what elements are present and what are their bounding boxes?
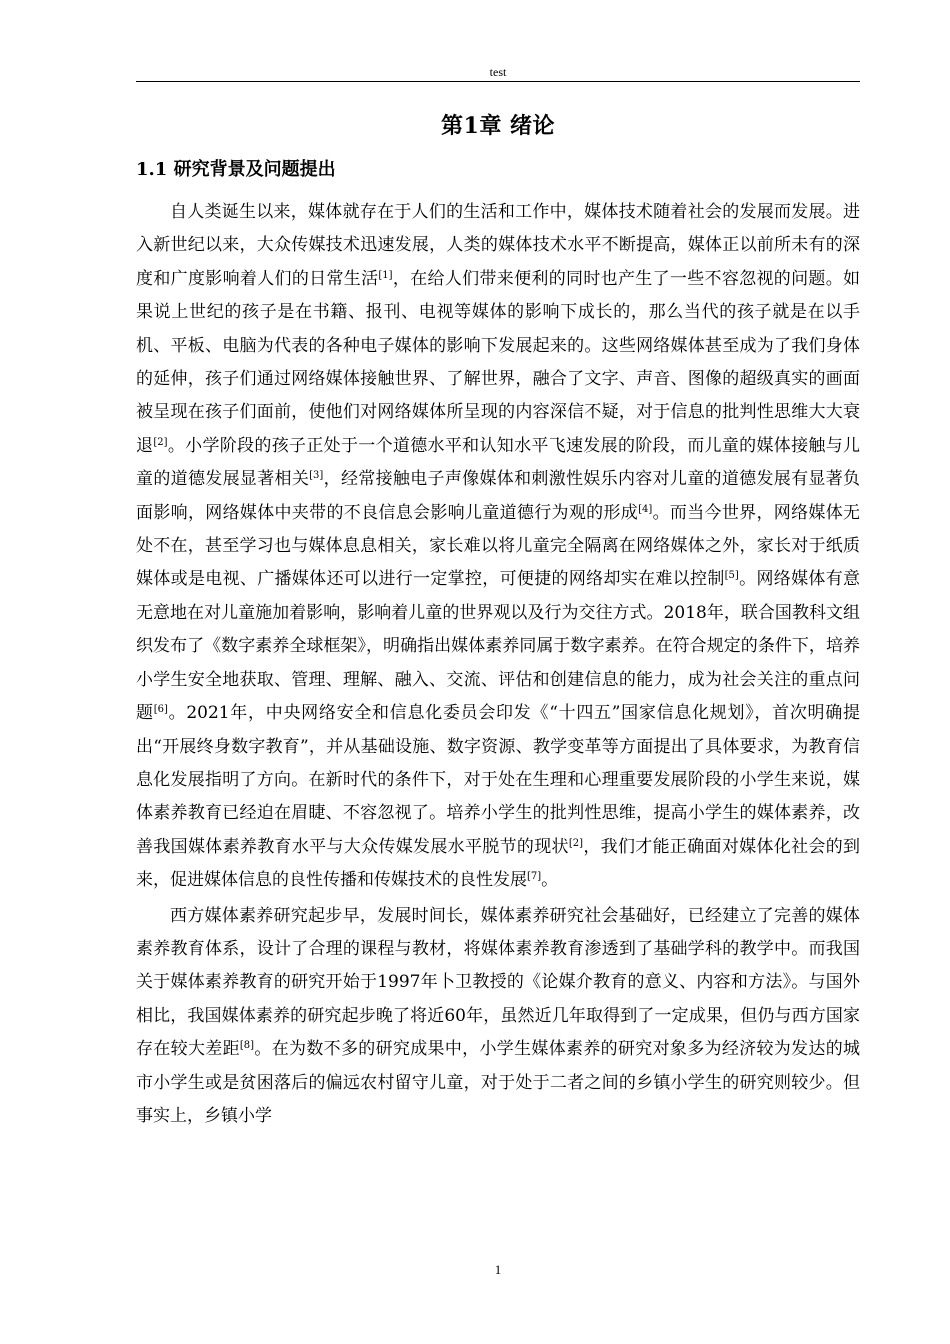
citation: [6] xyxy=(153,704,168,716)
text-segment: 。 xyxy=(541,870,559,891)
citation: [8] xyxy=(239,1040,255,1052)
citation: [7] xyxy=(527,871,542,883)
text-segment: 。而当今世界，网络媒体无处不在，甚至学习也与媒体息息相关，家长难以将儿童完全隔离在网络媒体之外，家长对于纸质媒体或是电视、广播媒体还可以进行一定掌控，可便捷的网络却实在难以控制 xyxy=(136,502,861,590)
citation: [4] xyxy=(638,503,653,515)
text-segment: 自人类诞生以来，媒体就存在于人们的生活和工作中，媒体技术随着社会的发展而发展。进入新世纪以来，大众传媒技术迅速发展，人类的媒体技术水平不断提高，媒体正以前所未有的深度和广度影响着人们的日常生活 xyxy=(136,202,860,289)
citation: [5] xyxy=(724,570,739,582)
text-segment: 西方媒体素养研究起步早，发展时间长，媒体素养研究社会基础好，已经建立了完善的媒体素养教育体系，设计了合理的课程与教材，将媒体素养教育渗透到了基础学科的教学中。而我国关于媒体素养教育的研究开始于1997年卜卫教授的《论媒介教育的意义、内容和方法》。与国外相比，我国媒体素养的研究起步晚了将近60年，虽然近几年取得到了一定成果，但仍与西方国家存在较大差距 xyxy=(136,905,860,1060)
running-header: test xyxy=(489,65,507,79)
text-segment: ，我们才能正确面对媒体化社会的到来，促进媒体信息的良性传播和传媒技术的良性发展 xyxy=(136,836,861,891)
chapter-title: 第1章 绪论 xyxy=(441,113,555,139)
text-segment: 。2021年，中央网络安全和信息化委员会印发《“十四五”国家信息化规划》，首次明确提出“开展终身数字教育”，并从基础设施、数字资源、教学变革等方面提出了具体要求，为教育信息化发展指明了方向。在新时代的条件下，对于处在生理和心理重要发展阶段的小学生来说，媒体素养教育已经迫在眉睫、不容忽视了。培养小学生的批判性思维，提高小学生的媒体素养，改善我国媒体素养教育水平与大众传媒发展水平脱节的现状 xyxy=(136,703,860,857)
citation: [2] xyxy=(568,837,583,849)
page-number: 1 xyxy=(494,1262,502,1277)
citation: [2] xyxy=(153,436,168,448)
header-rule xyxy=(136,81,860,82)
body-text xyxy=(136,196,860,1133)
citation: [3] xyxy=(309,470,324,482)
paragraph-1 xyxy=(136,196,860,898)
text-segment: ，在给人们带来便利的同时也产生了一些不容忽视的问题。如果说上世纪的孩子是在书籍、报刊、电视等媒体的影响下成长的，那么当代的孩子就是在以手机、平板、电脑为代表的各种电子媒体的影响下发展起来的。这些网络媒体甚至成为了我们身体的延伸，孩子们通过网络媒体接触世界、了解世界，融合了文字、声音、图像的超级真实的画面被呈现在孩子们面前，使他们对网络媒体所呈现的内容深信不疑，对于信息的批判性思维大大衰退 xyxy=(136,268,861,456)
text-segment: 。小学阶段的孩子正处于一个道德水平和认知水平飞速发展的阶段，而儿童的媒体接触与儿童的道德发展显著相关 xyxy=(136,435,861,490)
citation: [1] xyxy=(378,269,393,281)
section-heading: 1.1 研究背景及问题提出 xyxy=(136,159,336,180)
text-segment: ，经常接触电子声像媒体和刺激性娱乐内容对儿童的道德发展有显著负面影响，网络媒体中夹带的不良信息会影响儿童道德行为观的形成 xyxy=(136,469,861,523)
text-segment: 。在为数不多的研究成果中，小学生媒体素养的研究对象多为经济较为发达的城市小学生或是贫困落后的偏远农村留守儿童，对于处于二者之间的乡镇小学生的研究则较少。但事实上，乡镇小学 xyxy=(136,1039,861,1126)
paragraph-2 xyxy=(136,900,860,1134)
text-segment: 。网络媒体有意无意地在对儿童施加着影响，影响着儿童的世界观以及行为交往方式。2018年，联合国教科文组织发布了《数字素养全球框架》，明确指出媒体素养同属于数字素养。在符合规定的条件下，培养小学生安全地获取、管理、理解、融入、交流、评估和创建信息的能力，成为社会关注的重点问题 xyxy=(136,569,861,724)
